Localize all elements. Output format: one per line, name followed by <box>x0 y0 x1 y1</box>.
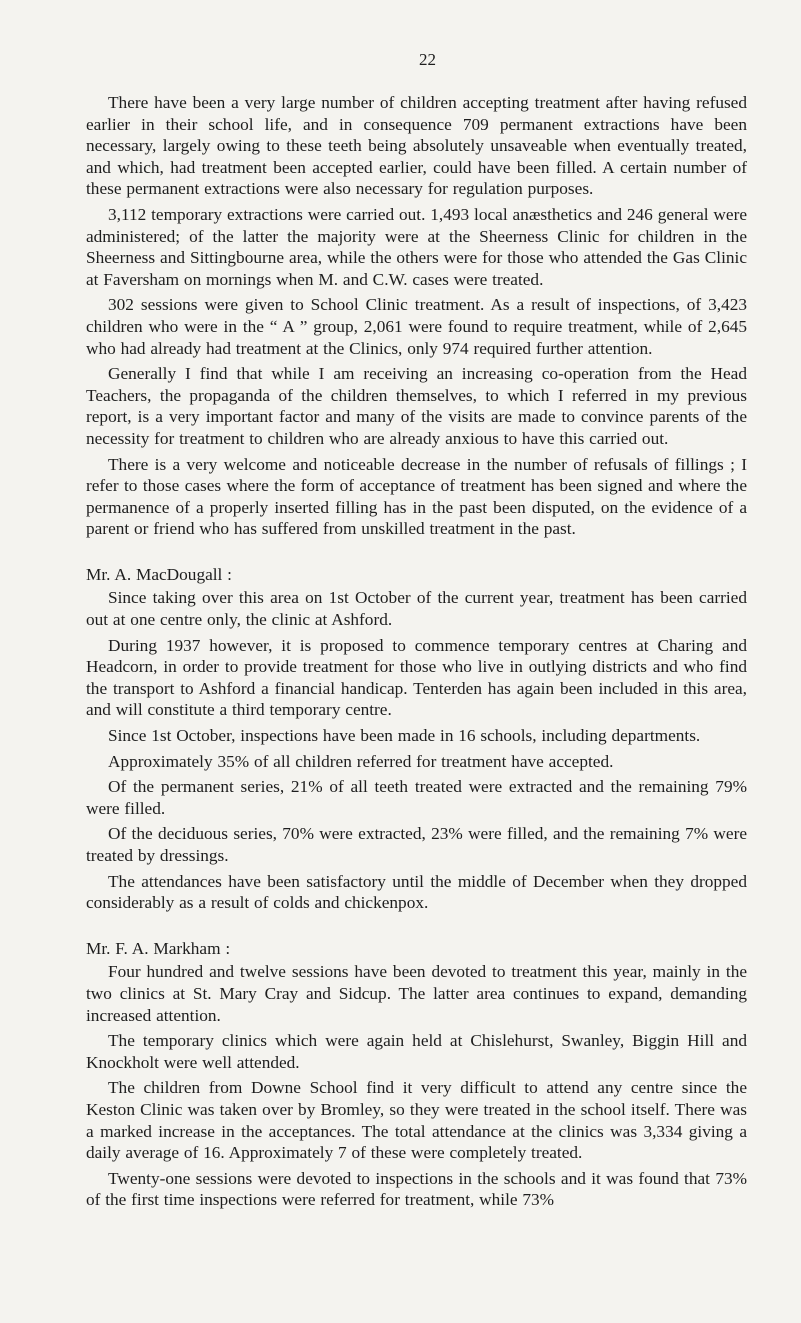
section-heading: Mr. F. A. Markham : <box>86 938 231 958</box>
paragraph: Since taking over this area on 1st October of the current year, treatment has been carried out at one centre only, the clinic at Ashford. <box>86 588 747 630</box>
page-number: 22 <box>419 50 436 69</box>
paragraph: During 1937 however, it is proposed to commence temporary centres at Charing and Headcorn, in order to provide treatment for those who live in outlying districts and who find the transport to Ashford a financial handicap. Tenterden has again been included in this area, and will constitute a third temporary centre. <box>86 635 747 720</box>
paragraph: There is a very welcome and noticeable decrease in the number of refusals of fillings ; I refer to those cases where the form of acceptance of treatment has been signed and where the permanence of a properly inserted filling has in the past been disputed, on the evidence of a parent or friend who has suffered from unskilled treatment in the past. <box>86 454 747 539</box>
paragraph: The temporary clinics which were again held at Chislehurst, Swanley, Biggin Hill and Knockholt were well attended. <box>86 1031 747 1072</box>
paragraph: The attendances have been satisfactory until the middle of December when they dropped considerably as a result of colds and chickenpox. <box>86 871 747 913</box>
paragraph: Four hundred and twelve sessions have been devoted to treatment this year, mainly in the two clinics at St. Mary Cray and Sidcup. The latter area continues to expand, demanding increased attention. <box>86 962 747 1025</box>
paragraph: The children from Downe School find it very difficult to attend any centre since the Keston Clinic was taken over by Bromley, so they were treated in the school itself. There was a marked increase in the acceptances. The total attendance at the clinics was 3,334 giving a daily average of 16. Approximately 7 of these were completely treated. <box>86 1078 747 1163</box>
paragraph: 3,112 temporary extractions were carried out. 1,493 local anæsthetics and 246 general were administered; of the latter the majority were at the Sheerness Clinic for children in the Sheerness and Sittingbourne area, while the others were for those who attended the Gas Clinic at Faversham on mornings when M. and C.W. cases were treated. <box>86 204 747 289</box>
paragraph: Of the permanent series, 21% of all teeth treated were extracted and the remaining 79% were filled. <box>86 777 747 818</box>
paragraph: There have been a very large number of children accepting treatment after having refused earlier in their school life, and in consequence 709 permanent extractions have been necessary, largely owing to these teeth being absolutely unsaveable when eventually treated, and which, had treatment been accepted earlier, could have been filled. A certain number of these permanent extractions were also necessary for regulation purposes. <box>86 93 747 199</box>
section-heading: Mr. A. MacDougall : <box>86 564 232 584</box>
paragraph: 302 sessions were given to School Clinic treatment. As a result of inspections, of 3,423 children who were in the “ A ” group, 2,061 were found to require treatment, while of 2,645 who had already had treatment at the Clinics, only 974 required further attention. <box>86 295 747 358</box>
paragraph: Twenty-one sessions were devoted to inspections in the schools and it was found that 73% of the first time inspections were referred for treatment, while 73% <box>86 1168 747 1210</box>
paragraph: Generally I find that while I am receiving an increasing co-operation from the Head Teachers, the propaganda of the children themselves, to which I referred in my previous report, is a very important factor and many of the visits are made to convince parents of the necessity for treatment to children who are already anxious to have this carried out. <box>86 364 747 448</box>
paragraph: Approximately 35% of all children referred for treatment have accepted. <box>108 751 614 771</box>
paragraph: Since 1st October, inspections have been made in 16 schools, including departments. <box>108 726 701 746</box>
paragraph: Of the deciduous series, 70% were extracted, 23% were filled, and the remaining 7% were treated by dressings. <box>86 824 747 865</box>
section-macdougall <box>86 564 747 914</box>
section-markham <box>86 938 747 1211</box>
section-intro <box>86 92 747 540</box>
